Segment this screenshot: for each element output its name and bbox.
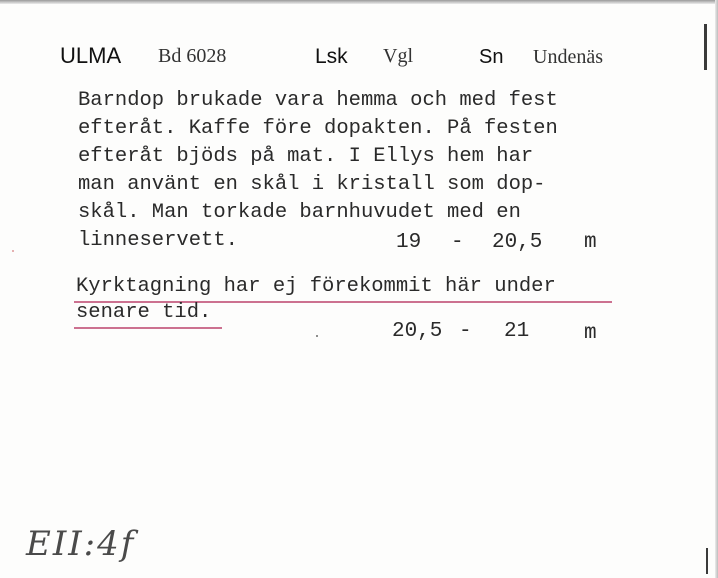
- body-line: efteråt bjöds på mat. I Ellys hem har: [78, 145, 534, 168]
- edge-mark: [704, 24, 707, 70]
- date-dash: -: [451, 231, 464, 254]
- card-top-edge: [0, 0, 718, 4]
- handwritten-signature: EII:4f: [26, 524, 136, 564]
- edge-mark: [706, 548, 708, 574]
- date-dash: -: [459, 320, 472, 343]
- body-line: linneservett.: [78, 229, 238, 252]
- parish-label: Sn: [479, 46, 504, 68]
- second-entry-line: senare tid.: [76, 301, 212, 324]
- speck: [12, 250, 14, 252]
- date-unit: m: [584, 322, 597, 345]
- date-from: 20,5: [392, 320, 443, 343]
- body-line: skål. Man torkade barnhuvudet med en: [78, 201, 521, 224]
- body-line: man använt en skål i kristall som dop-: [78, 173, 546, 196]
- body-line: Barndop brukade vara hemma och med fest: [78, 89, 558, 112]
- place-name: ULMA: [60, 43, 122, 68]
- speck: [316, 335, 318, 337]
- date-to: 21: [504, 320, 530, 343]
- province-code: Lsk: [315, 45, 348, 68]
- record-code: Bd 6028: [158, 45, 227, 67]
- underline: [74, 327, 222, 329]
- body-line: efteråt. Kaffe före dopakten. På festen: [78, 117, 558, 140]
- date-from: 19: [396, 231, 422, 254]
- date-to: 20,5: [492, 231, 543, 254]
- date-unit: m: [584, 231, 597, 254]
- parish-name: Undenäs: [533, 46, 603, 68]
- district-code: Vgl: [383, 45, 413, 67]
- second-entry-line: Kyrktagning har ej förekommit här under: [76, 275, 556, 298]
